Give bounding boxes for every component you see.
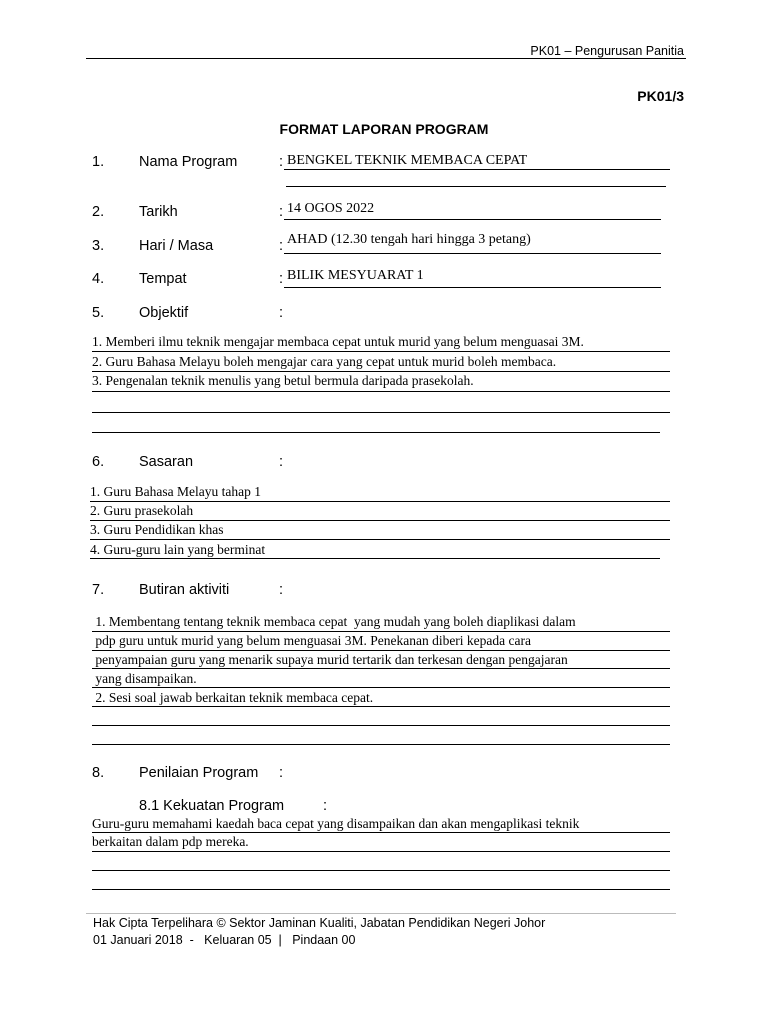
objektif-underline-1: [92, 351, 670, 352]
label-butiran: Butiran aktiviti: [139, 582, 230, 598]
objektif-underline-2: [92, 371, 670, 372]
header-rule: [86, 58, 686, 59]
sasaran-line-1: 1. Guru Bahasa Melayu tahap 1: [90, 484, 261, 499]
label-tempat: Tempat: [139, 271, 187, 287]
kekuatan-underline-2: [92, 851, 670, 852]
kekuatan-underline-1: [92, 832, 670, 833]
colon-sasaran: :: [279, 454, 284, 470]
item-number-hari-masa: 3.: [92, 238, 105, 254]
header-document-code: PK01 – Pengurusan Panitia: [530, 44, 684, 58]
underline-tarikh: [284, 219, 661, 220]
colon-penilaian: :: [279, 765, 284, 781]
butiran-line-2: pdp guru untuk murid yang belum menguasai 3M. Penekanan diberi kepada cara: [92, 633, 532, 648]
objektif-line-1: 1. Memberi ilmu teknik mengajar membaca cepat untuk murid yang belum menguasai 3M.: [92, 334, 584, 349]
objektif-underline-3: [92, 391, 670, 392]
sasaran-line-3: 3. Guru Pendidikan khas: [90, 522, 224, 537]
underline-nama-program-2: [286, 186, 666, 187]
form-title: FORMAT LAPORAN PROGRAM: [279, 121, 489, 137]
sasaran-line-4: 4. Guru-guru lain yang berminat: [90, 542, 266, 557]
item-number-objektif: 5.: [92, 305, 105, 321]
label-objektif: Objektif: [139, 305, 189, 321]
butiran-underline-7: [92, 744, 670, 745]
colon-kekuatan-program: :: [323, 798, 328, 814]
butiran-line-1: 1. Membentang tentang teknik membaca cepat yang mudah yang boleh diaplikasi dalam: [92, 614, 576, 629]
sasaran-underline-4: [90, 558, 660, 559]
colon-hari-masa: :: [279, 238, 284, 254]
colon-tempat: :: [279, 271, 284, 287]
butiran-underline-6: [92, 725, 670, 726]
underline-tempat: [284, 287, 661, 288]
colon-tarikh: :: [279, 204, 284, 220]
colon-objektif: :: [279, 305, 284, 321]
sasaran-line-2: 2. Guru prasekolah: [90, 503, 194, 518]
butiran-line-5: 2. Sesi soal jawab berkaitan teknik membaca cepat.: [92, 690, 374, 705]
item-number-tempat: 4.: [92, 271, 105, 287]
footer-revision: 01 Januari 2018 - Keluaran 05 | Pindaan 00: [93, 933, 356, 947]
underline-hari-masa: [284, 253, 661, 254]
item-number-tarikh: 2.: [92, 204, 105, 220]
item-number-nama-program: 1.: [92, 154, 105, 170]
butiran-line-3: penyampaian guru yang menarik supaya murid tertarik dan terkesan dengan pengajaran: [92, 652, 568, 667]
colon-nama-program: :: [279, 154, 284, 170]
item-number-butiran: 7.: [92, 582, 105, 598]
footer-copyright: Hak Cipta Terpelihara © Sektor Jaminan Kualiti, Jabatan Pendidikan Negeri Johor: [93, 916, 546, 930]
label-penilaian: Penilaian Program: [139, 765, 259, 781]
kekuatan-underline-3: [92, 870, 670, 871]
label-kekuatan-program: 8.1 Kekuatan Program: [139, 798, 285, 814]
label-sasaran: Sasaran: [139, 454, 194, 470]
value-tempat: BILIK MESYUARAT 1: [287, 268, 424, 283]
kekuatan-line-1: Guru-guru memahami kaedah baca cepat yang disampaikan dan akan mengaplikasi teknik: [92, 816, 580, 831]
value-nama-program: BENGKEL TEKNIK MEMBACA CEPAT: [287, 153, 528, 168]
objektif-line-3: 3. Pengenalan teknik menulis yang betul bermula daripada prasekolah.: [92, 373, 474, 388]
label-nama-program: Nama Program: [139, 154, 238, 170]
objektif-line-2: 2. Guru Bahasa Melayu boleh mengajar cara yang cepat untuk murid boleh membaca.: [92, 354, 557, 369]
item-number-sasaran: 6.: [92, 454, 105, 470]
butiran-line-4: yang disampaikan.: [92, 671, 197, 686]
kekuatan-underline-4: [92, 889, 670, 890]
butiran-underline-3: [92, 668, 670, 669]
footer-rule: [86, 913, 676, 914]
sasaran-underline-3: [90, 539, 670, 540]
value-tarikh: 14 OGOS 2022: [287, 201, 375, 216]
butiran-underline-2: [92, 650, 670, 651]
butiran-underline-1: [92, 631, 670, 632]
colon-butiran: :: [279, 582, 284, 598]
label-tarikh: Tarikh: [139, 204, 178, 220]
objektif-underline-4: [92, 412, 670, 413]
item-number-penilaian: 8.: [92, 765, 105, 781]
sasaran-underline-2: [90, 520, 670, 521]
form-code: PK01/3: [637, 88, 684, 104]
butiran-underline-4: [92, 687, 670, 688]
kekuatan-line-2: berkaitan dalam pdp mereka.: [92, 834, 249, 849]
objektif-underline-5: [92, 432, 660, 433]
label-hari-masa: Hari / Masa: [139, 238, 214, 254]
value-hari-masa: AHAD (12.30 tengah hari hingga 3 petang): [287, 232, 531, 247]
sasaran-underline-1: [90, 501, 670, 502]
underline-nama-program: [284, 169, 670, 170]
butiran-underline-5: [92, 706, 670, 707]
